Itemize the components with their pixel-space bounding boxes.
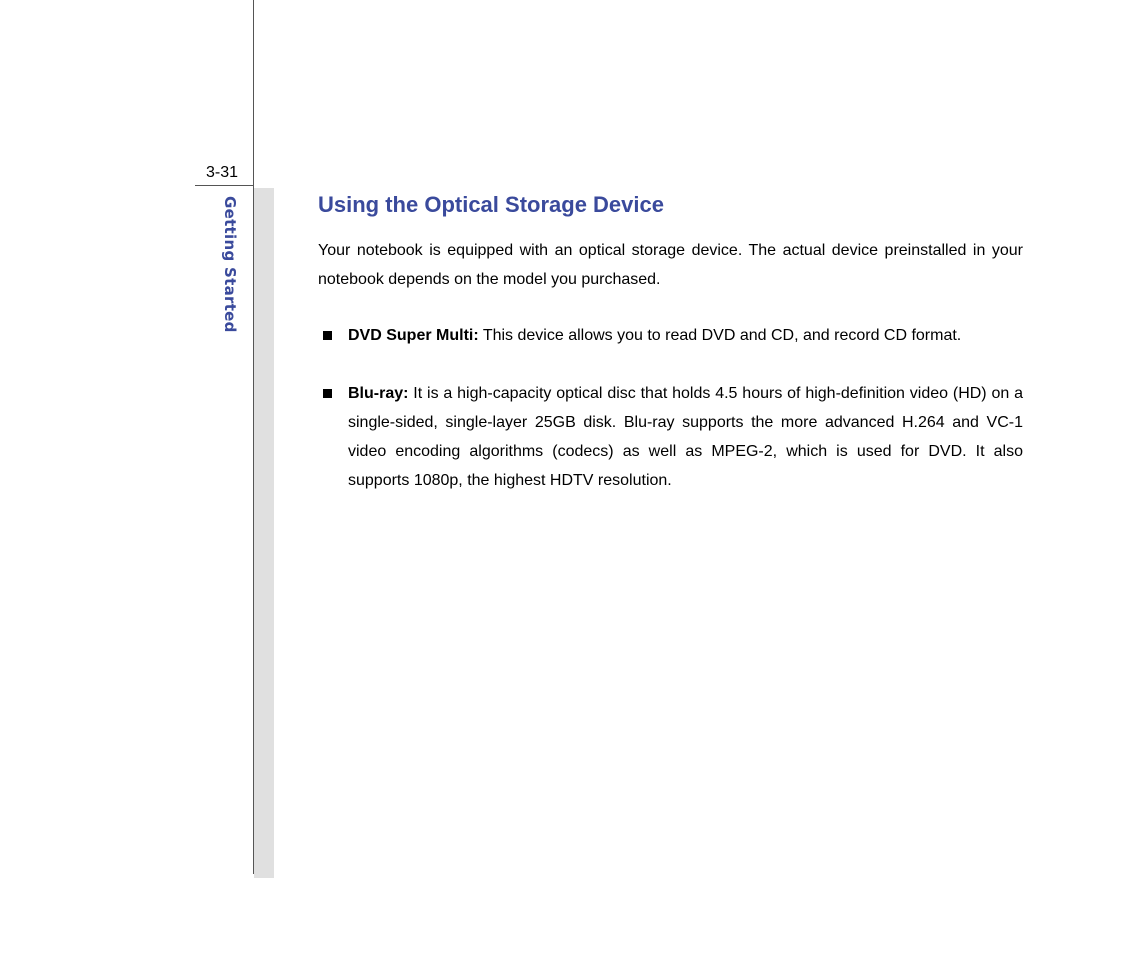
margin-shade-bar: [254, 188, 274, 878]
section-title: Using the Optical Storage Device: [318, 192, 664, 217]
item-term: Blu-ray:: [348, 385, 409, 402]
device-list: [318, 321, 1023, 495]
item-text: This device allows you to read DVD and CD, and record CD format.: [478, 327, 962, 344]
page-content: [318, 190, 1023, 524]
list-item-dvd-super-multi: [318, 321, 1023, 350]
item-term: DVD Super Multi:: [348, 327, 479, 344]
item-text: It is a high-capacity optical disc that holds 4.5 hours of high-definition video (HD) on a single-sided, single-layer 25GB disk. Blu-ray supports the more advanced H.264 and VC-1 video encoding algorithms (codecs) as well as MPEG-2, which is used for DVD. It also supports 1080p, the highest HDTV resolution.: [348, 385, 1023, 489]
square-bullet-icon: [323, 331, 332, 340]
page-number: 3-31: [195, 164, 253, 186]
list-item-blu-ray: [318, 379, 1023, 495]
intro-paragraph: Your notebook is equipped with an optical storage device. The actual device preinstalled in your notebook depends on the model you purchased.: [318, 242, 1023, 288]
square-bullet-icon: [323, 389, 332, 398]
chapter-label: Getting Started: [221, 196, 239, 333]
